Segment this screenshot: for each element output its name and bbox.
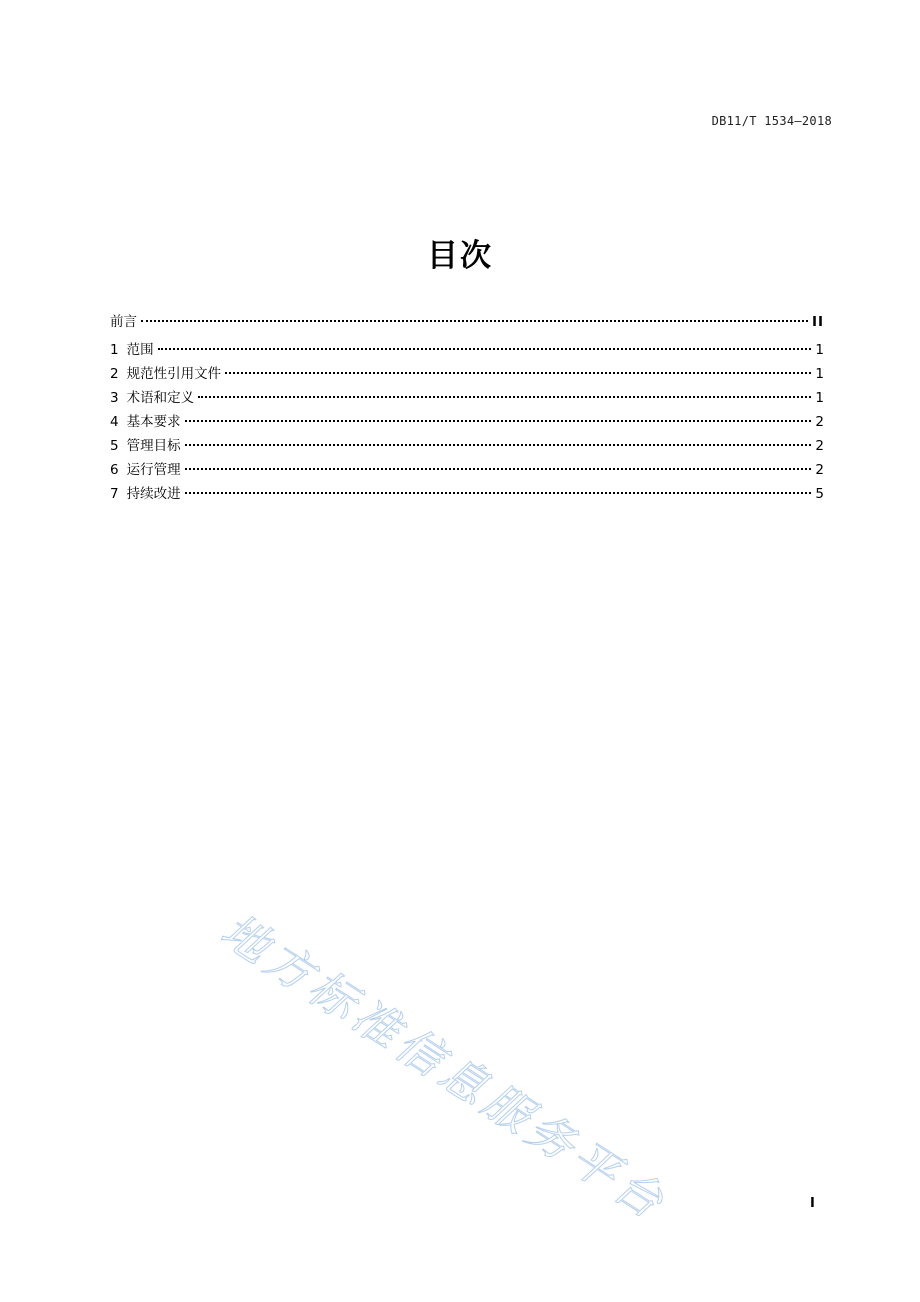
toc-dot-leader xyxy=(185,444,812,446)
toc-entry-operation-management[interactable] xyxy=(110,458,824,482)
toc-entry-page: 1 xyxy=(815,366,824,382)
toc-dot-leader xyxy=(198,396,811,398)
toc-entry-label: 范围 xyxy=(126,342,154,358)
document-code: DB11/T 1534—2018 xyxy=(711,114,832,128)
toc-entry-management-goals[interactable] xyxy=(110,434,824,458)
toc-entry-label: 管理目标 xyxy=(126,438,181,454)
toc-dot-leader xyxy=(185,492,812,494)
toc-dot-leader xyxy=(158,348,812,350)
toc-entry-label: 持续改进 xyxy=(126,486,181,502)
toc-entry-page: 2 xyxy=(815,414,824,430)
watermark-text: 地方标准信息服务平台 xyxy=(211,902,678,1232)
toc-dot-leader xyxy=(185,420,812,422)
toc-entry-number: 1 xyxy=(110,342,119,358)
toc-entry-label: 基本要求 xyxy=(126,414,181,430)
toc-entry-page: 2 xyxy=(815,462,824,478)
toc-entry-foreword[interactable] xyxy=(110,310,824,334)
toc-entry-label: 运行管理 xyxy=(126,462,181,478)
toc-entry-number: 4 xyxy=(110,414,119,430)
toc-entry-page: 1 xyxy=(815,390,824,406)
toc-entry-number: 2 xyxy=(110,366,119,382)
page-number: I xyxy=(810,1196,815,1211)
toc-entry-label: 规范性引用文件 xyxy=(126,366,222,382)
toc-dot-leader xyxy=(185,468,812,470)
toc-entry-terms-definitions[interactable] xyxy=(110,386,824,410)
toc-title: 目次 xyxy=(427,238,493,274)
toc-entry-label: 术语和定义 xyxy=(126,390,195,406)
toc-entry-page: 1 xyxy=(815,342,824,358)
toc-entry-continuous-improvement[interactable] xyxy=(110,482,824,506)
toc-dot-leader xyxy=(225,372,811,374)
toc-entry-number: 7 xyxy=(110,486,119,502)
toc-entry-label: 前言 xyxy=(110,314,137,330)
toc-entry-scope[interactable] xyxy=(110,338,824,362)
toc-dot-leader xyxy=(141,320,808,322)
toc-entry-number: 5 xyxy=(110,438,119,454)
toc-entry-page: II xyxy=(811,314,824,330)
toc-entry-page: 2 xyxy=(815,438,824,454)
toc-entry-normative-references[interactable] xyxy=(110,362,824,386)
toc-entry-page: 5 xyxy=(815,486,824,502)
toc-entry-number: 6 xyxy=(110,462,119,478)
toc-entry-basic-requirements[interactable] xyxy=(110,410,824,434)
table-of-contents xyxy=(110,310,824,506)
toc-entry-number: 3 xyxy=(110,390,119,406)
